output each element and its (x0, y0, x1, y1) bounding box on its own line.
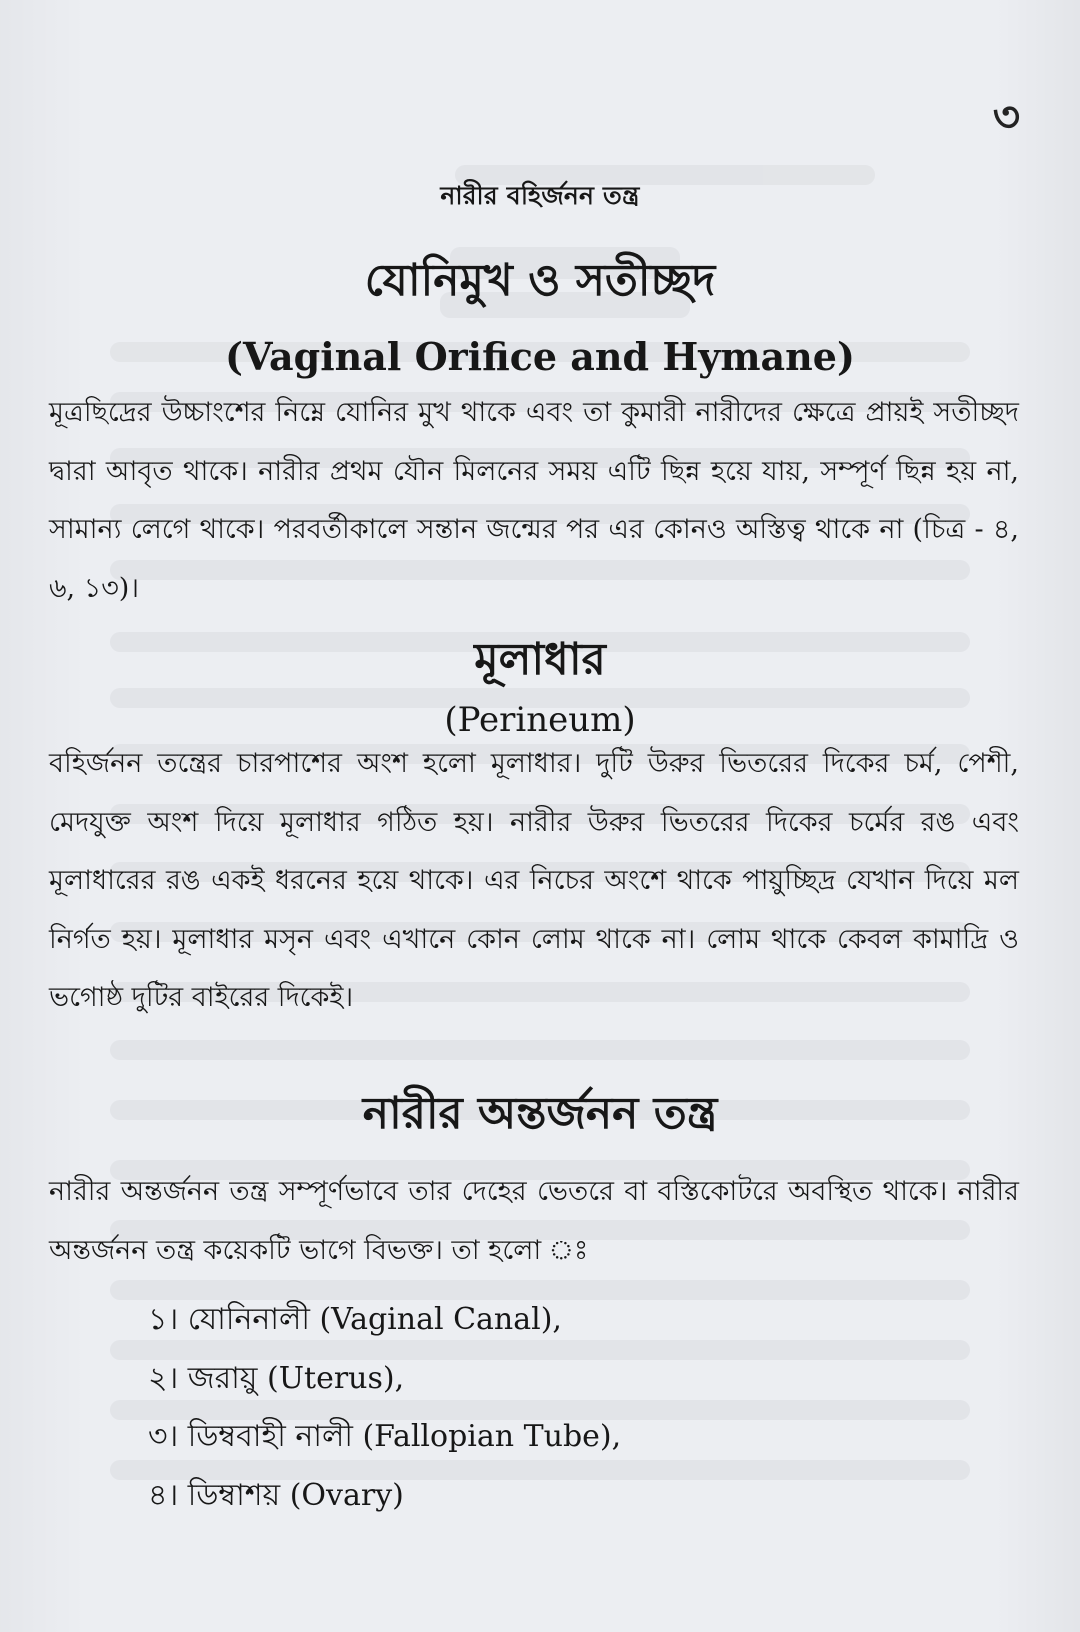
list-item: ৪। ডিম্বাশয় (Ovary) (148, 1477, 404, 1513)
list-item: ৩। ডিম্ববাহী নালী (Fallopian Tube), (148, 1419, 622, 1454)
paragraph-internal-reproductive: নারীর অন্তর্জনন তন্ত্র সম্পূর্ণভাবে তার দেহের ভেতরে বা বস্তিকোটরে অবস্থিত থাকে। নারীর অন্তর্জনন তন্ত্র কয়েকটি ভাগে বিভক্ত। তা হলো ঃ (49, 1176, 1019, 1266)
section-subheading-perineum: (Perineum) (444, 700, 636, 740)
section-heading-internal-reproductive: নারীর অন্তর্জনন তন্ত্র (362, 1088, 718, 1139)
paragraph-perineum: বহির্জনন তন্ত্রের চারপাশের অংশ হলো মূলাধার। দুটি উরুর ভিতরের দিকের চর্ম, পেশী, মেদযুক্ত অংশ দিয়ে মূলাধার গঠিত হয়। নারীর উরুর ভিতরের দিকের চর্মের রঙ এবং মূলাধারের রঙ একই ধরনের হয়ে থাকে। এর নিচের অংশে থাকে পায়ুচ্ছিদ্র যেখান দিয়ে মল নির্গত হয়। মূলাধার মসৃন এবং এখানে কোন লোম থাকে না। লোম থাকে কেবল কামাদ্রি ও ভগোষ্ঠ দুটির বাইরের দিকেই। (49, 748, 1019, 1013)
list-item: ১। যোনিনালী (Vaginal Canal), (148, 1302, 562, 1337)
section-subheading-vaginal-orifice: (Vaginal Orifice and Hymane) (225, 334, 855, 379)
section-heading-vaginal-orifice: যোনিমুখ ও সতীচ্ছদ (364, 255, 716, 306)
list-item: ২। জরায়ু (Uterus), (148, 1360, 405, 1396)
section-heading-perineum: মূলাধার (474, 634, 606, 685)
paragraph-vaginal-orifice: মূত্রছিদ্রের উচ্চাংশের নিম্নে যোনির মুখ থাকে এবং তা কুমারী নারীদের ক্ষেত্রে প্রায়ই সতীচ্ছদ দ্বারা আবৃত থাকে। নারীর প্রথম যৌন মিলনের সময় এটি ছিন্ন হয়ে যায়, সম্পূর্ণ ছিন্ন হয় না, সামান্য লেগে থাকে। পরবর্তীকালে সন্তান জন্মের পর এর কোনও অস্তিত্ব থাকে না (চিত্র - ৪, ৬, ১৩)। (49, 397, 1019, 604)
page-number: ৩ (992, 92, 1020, 141)
running-head: নারীর বহির্জনন তন্ত্র (440, 181, 640, 210)
internal-reproductive-parts-list (148, 1291, 848, 1525)
